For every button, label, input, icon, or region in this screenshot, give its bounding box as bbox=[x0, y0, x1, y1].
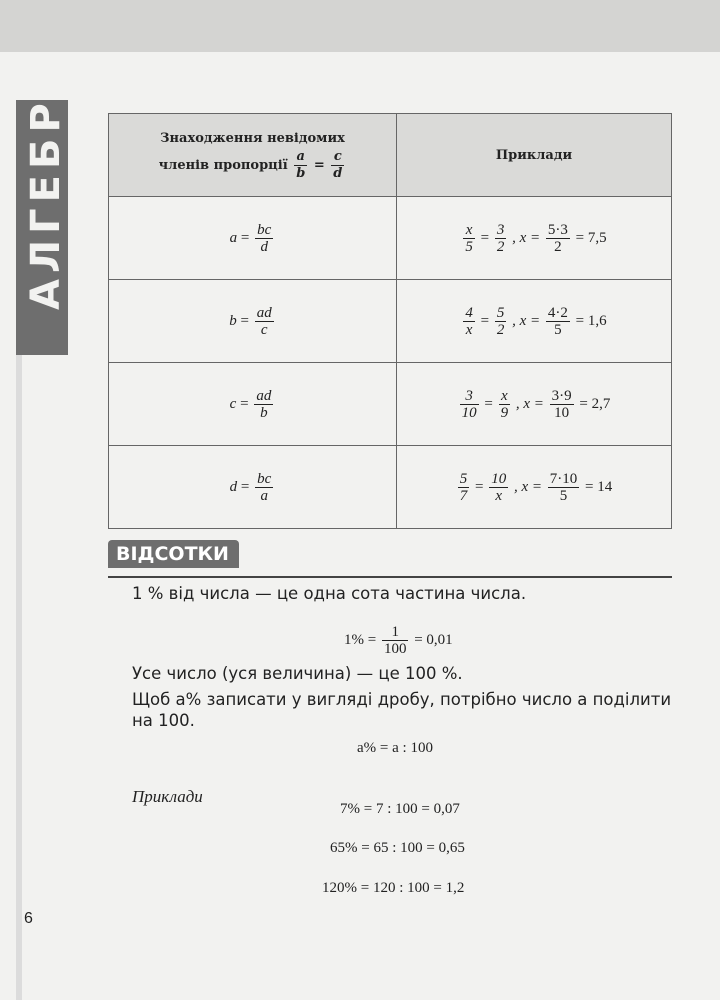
header-right: Приклади bbox=[397, 114, 672, 197]
formula-a-percent: a% = a : 100 bbox=[357, 740, 433, 756]
side-rule bbox=[16, 355, 22, 1000]
formula-one-percent: 1% = $\frac{1}{100}$ = 0,01 bbox=[344, 624, 453, 657]
section-title: ВІДСОТКИ bbox=[108, 540, 239, 568]
formula-cell: d = $\frac{bc}{a}$ bbox=[109, 446, 397, 529]
example-cell: $\frac{5}{7}$ = $\frac{10}{x}$ , x = $\frac{7\cdot 10}{5}$ = 14 bbox=[397, 446, 672, 529]
whole-number-text: Усе число (уся величина) — це 100 %. bbox=[132, 664, 463, 683]
page-number: 6 bbox=[24, 910, 33, 927]
definition-text: 1 % від числа — це одна сота частина числа. bbox=[132, 584, 527, 603]
example-cell: $\frac{x}{5}$ = $\frac{3}{2}$ , x = $\frac{5\cdot 3}{2}$ = 7,5 bbox=[397, 197, 672, 280]
header-left-line2: членів пропорції bbox=[158, 157, 288, 173]
formula-cell: b = $\frac{ad}{c}$ bbox=[109, 280, 397, 363]
proportion-table bbox=[108, 113, 672, 529]
table-row bbox=[109, 197, 672, 280]
table-row bbox=[109, 280, 672, 363]
formula-cell: c = $\frac{ad}{b}$ bbox=[109, 363, 397, 446]
rule-text: Щоб a% записати у вигляді дробу, потрібно число a поділити на 100. bbox=[132, 690, 672, 730]
example-cell: $\frac{3}{10}$ = $\frac{x}{9}$ , x = $\frac{3\cdot 9}{10}$ = 2,7 bbox=[397, 363, 672, 446]
section-rule bbox=[108, 576, 672, 578]
example-1: 7% = 7 : 100 = 0,07 bbox=[340, 801, 460, 817]
table-header-row bbox=[109, 114, 672, 197]
example-cell: $\frac{4}{x}$ = $\frac{5}{2}$ , x = $\frac{4\cdot 2}{5}$ = 1,6 bbox=[397, 280, 672, 363]
table-row bbox=[109, 363, 672, 446]
example-3: 120% = 120 : 100 = 1,2 bbox=[322, 880, 465, 896]
side-label: АЛГЕБРА bbox=[23, 60, 69, 310]
example-2: 65% = 65 : 100 = 0,65 bbox=[330, 840, 465, 856]
formula-cell: a = $\frac{bc}{d}$ bbox=[109, 197, 397, 280]
table-row bbox=[109, 446, 672, 529]
examples-title: Приклади bbox=[132, 787, 203, 806]
header-fraction-cd: $\frac{c}{d}$ bbox=[333, 148, 343, 181]
header-fraction-ab: $\frac{a}{b}$ bbox=[296, 148, 306, 181]
header-left: Знаходження невідомих членів пропорції $\frac{a}{b}$ = $\frac{c}{d}$ bbox=[109, 114, 397, 197]
header-left-line1: Знаходження невідомих bbox=[160, 130, 345, 146]
